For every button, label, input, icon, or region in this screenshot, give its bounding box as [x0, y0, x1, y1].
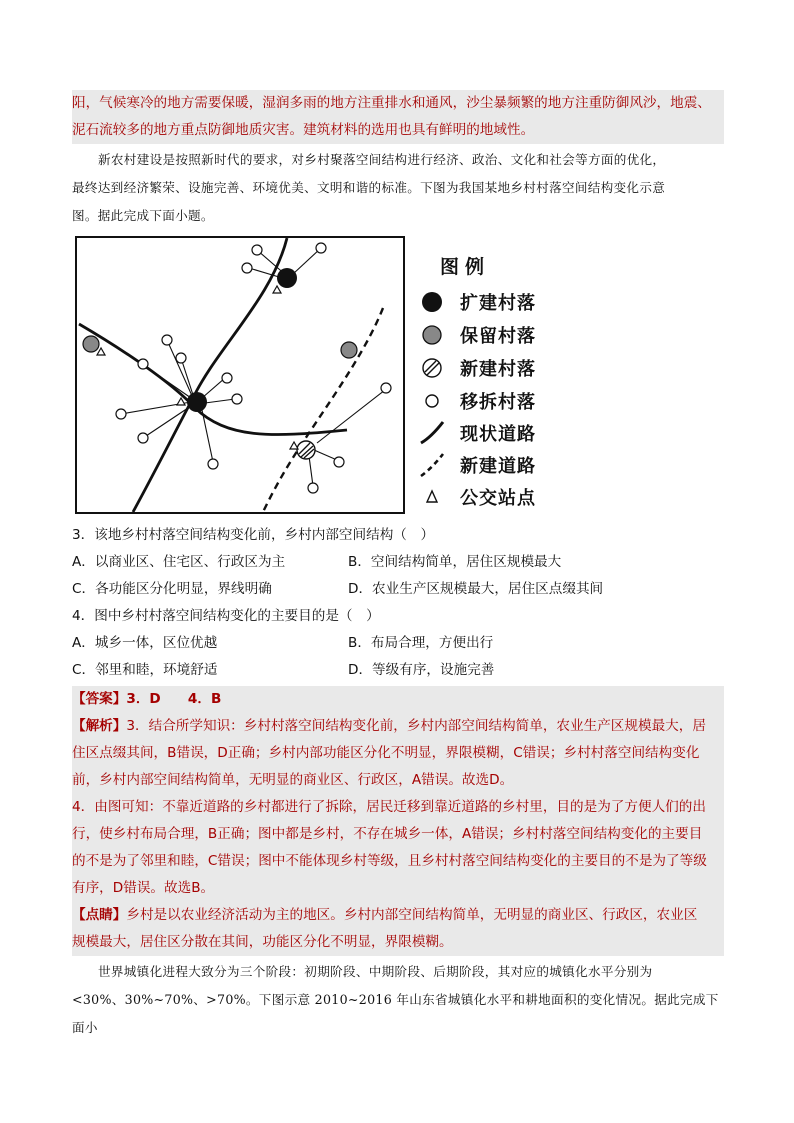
analysis-line-2: 住区点缀其间，B错误，D正确；乡村内部功能区分化不明显，界限模糊，C错误；乡村村落空间结构变化 [72, 745, 700, 761]
next-intro-line-1: 世界城镇化进程大致分为三个阶段：初期阶段、中期阶段、后期阶段，其对应的城镇化水平分别为 [98, 964, 653, 979]
legend-label: 扩建村落 [460, 293, 536, 314]
next-intro [72, 958, 724, 1042]
question-3-option-d: D．农业生产区规模最大，居住区点缀其间 [348, 581, 604, 597]
legend-new-village [418, 353, 536, 383]
question-intro-line-1: 新农村建设是按照新时代的要求，对乡村聚落空间结构进行经济、政治、文化和社会等方面的优化， [98, 152, 666, 167]
comment-line-2: 规模最大，居住区分散在其间，功能区分化不明显，界限模糊。 [72, 934, 453, 950]
new-village [297, 441, 315, 459]
legend-label: 保留村落 [460, 326, 536, 347]
analysis-line-6: 的不是为了邻里和睦，C错误；图中不能体现乡村等级，且乡村村落空间结构变化的主要目的不是为了等级 [72, 853, 707, 869]
legend-label: 现状道路 [460, 424, 536, 445]
legend-expanded-village [418, 287, 536, 317]
question-4-option-b: B．布局合理，方便出行 [348, 635, 494, 651]
question-intro-line-3: 图。据此完成下面小题。 [72, 208, 214, 223]
answer-block [72, 686, 724, 956]
answer-line [72, 686, 724, 713]
analysis-line-1: 【解析】3．结合所学知识：乡村村落空间结构变化前，乡村内部空间结构简单，农业生产区规模最大，居 [72, 718, 706, 734]
answer-text: 3．D 4．B [126, 691, 222, 707]
open-circle-icon [418, 387, 446, 415]
answer-tag: 【答案】 [72, 691, 127, 707]
intro-line-2: 泥石流较多的地方重点防御地质灾害。建筑材料的选用也具有鲜明的地域性。 [72, 122, 535, 138]
analysis-line-3: 前，乡村内部空间结构简单，无明显的商业区、行政区，A错误。故选D。 [72, 772, 514, 788]
legend-label: 移拆村落 [460, 392, 536, 413]
legend-title: 图例 [440, 256, 491, 278]
question-intro [72, 146, 724, 230]
intro-paragraph [72, 90, 724, 144]
question-intro-line-2: 最终达到经济繁荣、设施完善、环境优美、文明和谐的标准。下图为我国某地乡村村落空间结构变化示意 [72, 180, 666, 195]
legend-relocated-village [418, 386, 536, 416]
question-4-option-d: D．等级有序，设施完善 [348, 662, 495, 678]
question-4-option-a: A．城乡一体，区位优越 [72, 635, 218, 651]
triangle-icon [418, 483, 446, 511]
legend-bus-stop [418, 482, 536, 512]
next-intro-line-2: <30%、30%~70%、>70%。下图示意 2010~2016 年山东省城镇化水平和耕地面积的变化情况。据此完成下面小 [72, 992, 719, 1035]
legend-retained-village [418, 320, 536, 350]
legend-existing-road [418, 418, 536, 448]
analysis-tag: 【解析】 [72, 718, 127, 734]
analysis-line-4: 4．由图可知：不靠近道路的乡村都进行了拆除，居民迁移到靠近道路的乡村里，目的是为了方便人们的出 [72, 799, 706, 815]
bus-stops [97, 286, 298, 449]
dashed-line-icon [418, 451, 446, 479]
existing-roads [79, 238, 347, 512]
intro-line-1: 阳，气候寒冷的地方需要保暖，湿润多雨的地方注重排水和通风，沙尘暴频繁的地方注重防御风沙，地震、 [72, 95, 711, 111]
comment-tag: 【点睛】 [72, 907, 127, 923]
hatched-circle-icon [418, 354, 446, 382]
relocated-villages [116, 243, 391, 493]
legend-new-road [418, 450, 536, 480]
question-3-option-c: C．各功能区分化明显，界线明确 [72, 581, 272, 597]
filled-circle-icon [418, 288, 446, 316]
expanded-villages [187, 268, 297, 412]
relocation-arrows [121, 248, 385, 486]
gray-circle-icon [418, 321, 446, 349]
question-4-stem: 4．图中乡村村落空间结构变化的主要目的是（ ） [72, 608, 380, 624]
question-3-stem: 3．该地乡村村落空间结构变化前，乡村内部空间结构（ ） [72, 527, 435, 543]
solid-line-icon [418, 419, 446, 447]
comment-line-1: 【点睛】乡村是以农业经济活动为主的地区。乡村内部空间结构简单，无明显的商业区、行政区，农业区 [72, 907, 698, 923]
map-svg [77, 238, 403, 512]
legend-label: 公交站点 [460, 488, 536, 509]
question-4-option-c: C．邻里和睦，环境舒适 [72, 662, 218, 678]
new-road [263, 308, 383, 512]
question-3-option-b: B．空间结构简单，居住区规模最大 [348, 554, 562, 570]
village-structure-map [75, 236, 405, 514]
analysis-line-5: 行，使乡村布局合理，B正确；图中都是乡村，不存在城乡一体，A错误；乡村村落空间结构变化的主要目 [72, 826, 703, 842]
question-3-option-a: A．以商业区、住宅区、行政区为主 [72, 554, 286, 570]
legend-label: 新建道路 [460, 456, 536, 477]
analysis-line-7: 有序，D错误。故选B。 [72, 880, 215, 896]
legend-label: 新建村落 [460, 359, 536, 380]
